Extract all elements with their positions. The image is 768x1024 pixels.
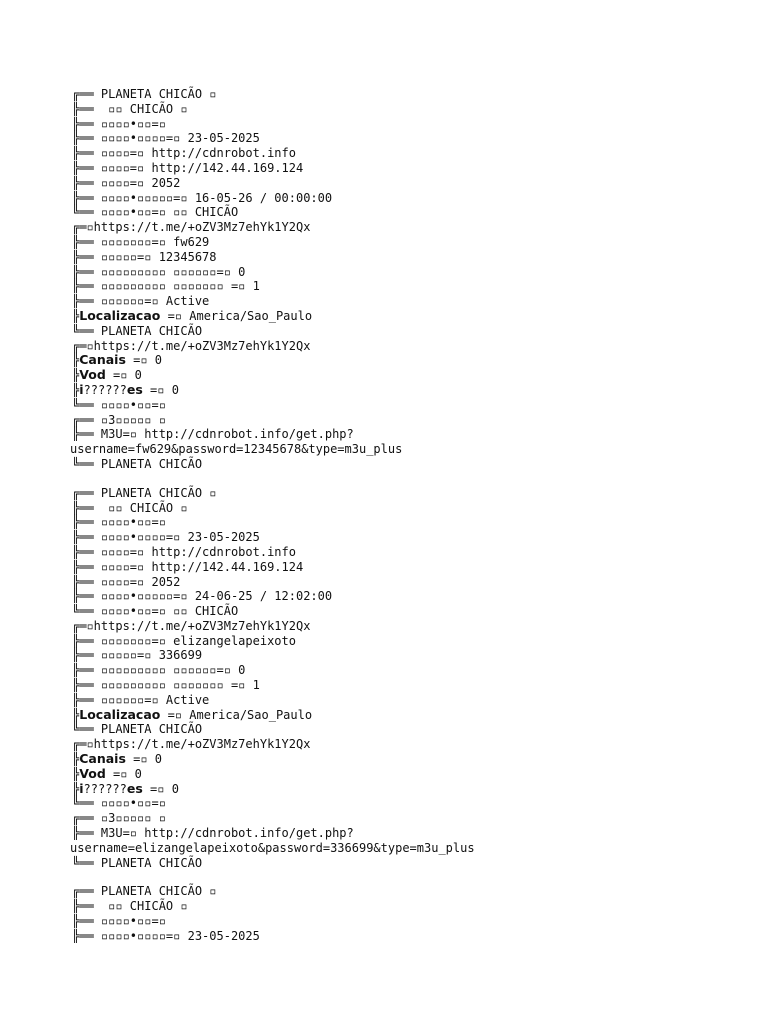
series-prefix: ??????: [83, 781, 127, 796]
footer-line: ╚══ PLANETA CHICÃO: [72, 456, 203, 471]
series-label: es: [126, 780, 143, 796]
timezone-label: Localizacao: [79, 706, 161, 722]
vod-label: Vod: [79, 765, 106, 781]
created-date-line: ╠══ ▫▫▫▫•▫▫▫▫=▫ 23-05-2025: [72, 928, 260, 943]
m3u-header-line: ╔══ ▫3▫▫▫▫▫ ▫: [72, 811, 166, 826]
vod-line: [72, 368, 752, 383]
username-line: ╠══ ▫▫▫▫▫▫▫=▫ fw629: [72, 234, 210, 249]
info-line: ╠══ ▫▫▫▫•▫▫=▫: [72, 914, 166, 929]
port-line: ╠══ ▫▫▫▫=▫ 2052: [72, 175, 181, 190]
m3u-link-continuation[interactable]: username=fw629&password=12345678&type=m3u_plus: [70, 442, 403, 457]
timezone-value: =▫ America/Sao_Paulo: [160, 308, 313, 323]
vod-line: [72, 767, 752, 782]
m3u-link[interactable]: ╠══ M3U=▫ http://cdnrobot.info/get.php?: [72, 427, 354, 442]
ip-line: ╠══ ▫▫▫▫=▫ http://142.44.169.124: [72, 160, 304, 175]
channels-bar: ╠: [72, 752, 80, 767]
telegram-link[interactable]: ╔═▫https://t.me/+oZV3Mz7ehYk1Y2Qx: [72, 618, 311, 633]
series-value: =▫ 0: [142, 382, 179, 397]
section-close-line: ╚══ PLANETA CHICÃO: [72, 722, 203, 737]
block-spacer: [72, 870, 752, 884]
m3u-header-line: ╔══ ▫3▫▫▫▫▫ ▫: [72, 412, 166, 427]
timezone-bar: ╠: [72, 308, 80, 323]
host-line: ╠══ ▫▫▫▫=▫ http://cdnrobot.info: [72, 146, 296, 161]
series-bar: ╠: [72, 781, 80, 796]
expiry-line: ╠══ ▫▫▫▫•▫▫▫▫▫=▫ 24-06-25 / 12:02:00: [72, 589, 333, 604]
account-block-2: [72, 486, 752, 871]
header-line: ╔══ PLANETA CHICÃO ▫: [72, 884, 217, 899]
password-line: ╠══ ▫▫▫▫▫=▫ 12345678: [72, 249, 217, 264]
created-date-line: ╠══ ▫▫▫▫•▫▫▫▫=▫ 23-05-2025: [72, 131, 260, 146]
max-connections-line: ╠══ ▫▫▫▫▫▫▫▫▫ ▫▫▫▫▫▫▫ =▫ 1: [72, 678, 260, 693]
channels-bar: ╠: [72, 353, 80, 368]
block-spacer: [72, 472, 752, 486]
username-line: ╠══ ▫▫▫▫▫▫▫=▫ elizangelapeixoto: [72, 633, 296, 648]
status-line: ╠══ ▫▫▫▫▫▫=▫ Active: [72, 692, 210, 707]
channels-line: [72, 353, 752, 368]
expiry-line: ╠══ ▫▫▫▫•▫▫▫▫▫=▫ 16-05-26 / 00:00:00: [72, 190, 333, 205]
series-line: ╠i??????es =▫ 0: [72, 381, 179, 397]
section-close-line: ╚══ ▫▫▫▫•▫▫=▫ ▫▫ CHICÃO: [72, 205, 239, 220]
vod-label: Vod: [79, 367, 106, 383]
timezone-line: [72, 309, 752, 324]
vod-value: =▫ 0: [105, 766, 142, 781]
series-label: es: [126, 381, 143, 397]
document-page: [72, 87, 752, 944]
timezone-bar: ╠: [72, 707, 80, 722]
header-line: ╔══ PLANETA CHICÃO ▫: [72, 485, 217, 500]
header-line: ╔══ PLANETA CHICÃO ▫: [72, 87, 217, 101]
info-line: ╠══ ▫▫▫▫•▫▫=▫: [72, 116, 166, 131]
channels-value: =▫ 0: [125, 752, 163, 767]
info-line: ╠══ ▫▫▫▫•▫▫=▫: [72, 515, 166, 530]
footer-line: ╚══ PLANETA CHICÃO: [72, 855, 203, 870]
channels-label: Canais: [79, 751, 126, 767]
section-close-line: ╚══ ▫▫▫▫•▫▫=▫ ▫▫ CHICÃO: [72, 604, 239, 619]
account-block-3: [72, 884, 752, 943]
series-bar: ╠: [72, 382, 80, 397]
vod-bar: ╠: [72, 368, 80, 383]
timezone-label: Localizacao: [79, 307, 161, 323]
timezone-value: =▫ America/Sao_Paulo: [160, 707, 313, 722]
account-block-1: [72, 87, 752, 472]
vod-bar: ╠: [72, 766, 80, 781]
max-connections-line: ╠══ ▫▫▫▫▫▫▫▫▫ ▫▫▫▫▫▫▫ =▫ 1: [72, 279, 260, 294]
series-line: ╠i??????es =▫ 0: [72, 780, 179, 796]
telegram-link[interactable]: ╔═▫https://t.me/+oZV3Mz7ehYk1Y2Qx: [72, 220, 311, 235]
series-prefix: ??????: [83, 382, 127, 397]
timezone-line: [72, 708, 752, 723]
port-line: ╠══ ▫▫▫▫=▫ 2052: [72, 574, 181, 589]
status-line: ╠══ ▫▫▫▫▫▫=▫ Active: [72, 294, 210, 309]
section-close-line: ╚══ PLANETA CHICÃO: [72, 323, 203, 338]
active-connections-line: ╠══ ▫▫▫▫▫▫▫▫▫ ▫▫▫▫▫▫=▫ 0: [72, 663, 246, 678]
channels-value: =▫ 0: [125, 353, 163, 368]
vod-value: =▫ 0: [105, 368, 142, 383]
channels-label: Canais: [79, 352, 126, 368]
active-connections-line: ╠══ ▫▫▫▫▫▫▫▫▫ ▫▫▫▫▫▫=▫ 0: [72, 264, 246, 279]
subheader-line: ╠══ ▫▫ CHICÃO ▫: [72, 500, 188, 515]
m3u-link-continuation[interactable]: username=elizangelapeixoto&password=336699&type=m3u_plus: [70, 840, 475, 855]
channels-line: [72, 752, 752, 767]
password-line: ╠══ ▫▫▫▫▫=▫ 336699: [72, 648, 203, 663]
m3u-link[interactable]: ╠══ M3U=▫ http://cdnrobot.info/get.php?: [72, 826, 354, 841]
ip-line: ╠══ ▫▫▫▫=▫ http://142.44.169.124: [72, 559, 304, 574]
series-value: =▫ 0: [142, 781, 179, 796]
subheader-line: ╠══ ▫▫ CHICÃO ▫: [72, 899, 188, 914]
section-close-line: ╚══ ▫▫▫▫•▫▫=▫: [72, 397, 166, 412]
section-close-line: ╚══ ▫▫▫▫•▫▫=▫: [72, 796, 166, 811]
created-date-line: ╠══ ▫▫▫▫•▫▫▫▫=▫ 23-05-2025: [72, 530, 260, 545]
telegram-link[interactable]: ╔═▫https://t.me/+oZV3Mz7ehYk1Y2Qx: [72, 338, 311, 353]
subheader-line: ╠══ ▫▫ CHICÃO ▫: [72, 101, 188, 116]
telegram-link[interactable]: ╔═▫https://t.me/+oZV3Mz7ehYk1Y2Qx: [72, 737, 311, 752]
host-line: ╠══ ▫▫▫▫=▫ http://cdnrobot.info: [72, 544, 296, 559]
